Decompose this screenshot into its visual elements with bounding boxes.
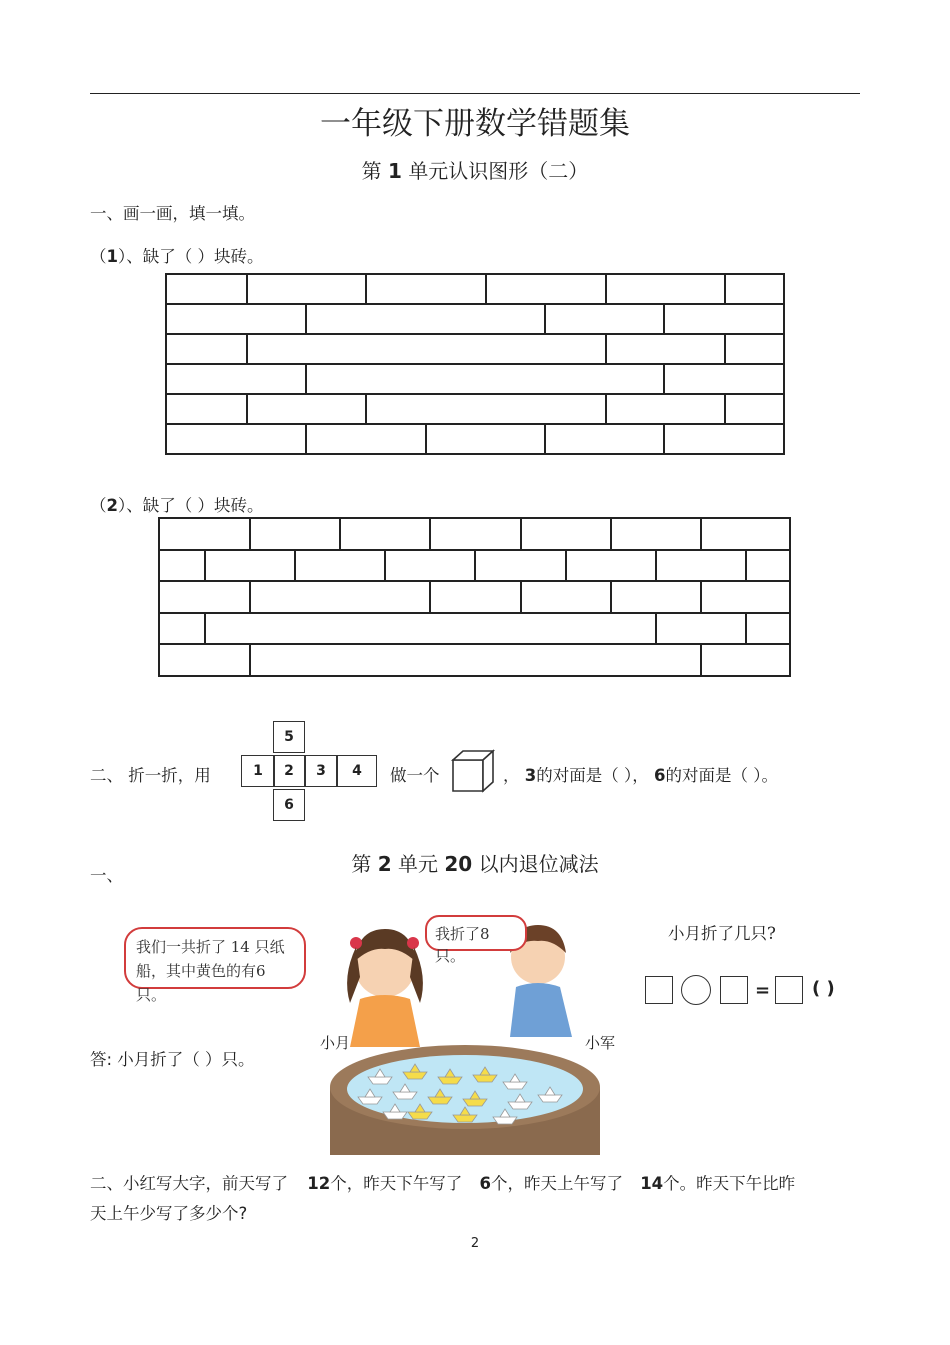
brick: [655, 549, 747, 583]
brick: [544, 303, 665, 335]
brick: [165, 423, 307, 455]
brick: [246, 333, 607, 365]
brick: [165, 393, 248, 425]
brick: [429, 517, 522, 551]
brick: [610, 517, 702, 551]
brick: [745, 549, 791, 583]
brick: [165, 273, 248, 305]
brick: [724, 273, 785, 305]
illustration: [120, 907, 625, 1155]
brick: [544, 423, 665, 455]
brick: [165, 303, 307, 335]
brick: [655, 612, 747, 646]
brick: [724, 393, 785, 425]
brick: [158, 643, 251, 677]
brick: [165, 363, 307, 395]
question1-label: （1）、缺了（ ）块砖。: [90, 247, 264, 266]
equals-sign: =: [755, 980, 771, 1001]
brick: [700, 580, 791, 614]
brick: [158, 549, 206, 583]
equation-box-2[interactable]: [720, 976, 748, 1004]
net-cell-2: 2: [273, 755, 305, 787]
brick: [520, 580, 612, 614]
brick: [474, 549, 567, 583]
brick: [158, 612, 206, 646]
net-cell-6: 6: [273, 789, 305, 821]
brick: [605, 333, 726, 365]
brick: [610, 580, 702, 614]
brick: [745, 612, 791, 646]
brick: [724, 333, 785, 365]
brick-wall-2: [158, 517, 791, 677]
word-problem-line1: 二、小红写大字，前天写了 12个，昨天下午写了 6个，昨天上午写了 14个。昨天下午比昨: [90, 1174, 796, 1193]
unit1-heading: 第 1 单元认识图形（二）: [361, 159, 589, 183]
brick: [294, 549, 386, 583]
brick: [663, 363, 785, 395]
unit2-section1-label: 一、: [90, 866, 123, 885]
brick: [305, 363, 665, 395]
brick: [425, 423, 546, 455]
word-problem-line2: 天上午少写了多少个?: [90, 1204, 248, 1223]
page-title: 一年级下册数学错题集: [320, 106, 630, 142]
brick: [365, 393, 607, 425]
speech-bubble-right: 我折了8只。: [425, 915, 527, 951]
brick: [246, 393, 367, 425]
brick: [700, 643, 791, 677]
unit2-heading: 第 2 单元 20 以内退位减法: [351, 852, 599, 876]
net-cell-3: 3: [305, 755, 337, 787]
section2-question: ， 3的对面是（ ）， 6的对面是（ ）。: [503, 766, 778, 785]
equation-box-result[interactable]: [775, 976, 803, 1004]
brick: [305, 303, 546, 335]
net-cell-1: 1: [241, 755, 275, 787]
brick: [365, 273, 487, 305]
brick: [485, 273, 607, 305]
brick: [429, 580, 522, 614]
brick: [339, 517, 431, 551]
section2-label: 二、 折一折，用: [90, 766, 211, 785]
cube-icon: [450, 748, 498, 794]
cube-net: [241, 721, 381, 821]
brick: [249, 580, 431, 614]
section1-label: 一、画一画，填一填。: [90, 204, 255, 223]
brick-wall-1: [165, 273, 785, 454]
speech-bubble-left: 我们一共折了 14 只纸船，其中黄色的有6只。: [124, 927, 306, 989]
brick: [305, 423, 427, 455]
brick: [249, 643, 702, 677]
equation-box-1[interactable]: [645, 976, 673, 1004]
brick: [663, 423, 785, 455]
net-cell-5: 5: [273, 721, 305, 753]
brick: [384, 549, 476, 583]
name-label-right: 小军: [585, 1034, 616, 1052]
net-cell-4: 4: [337, 755, 377, 787]
top-rule: [90, 93, 860, 94]
brick: [700, 517, 791, 551]
brick: [249, 517, 341, 551]
brick: [246, 273, 367, 305]
question2-label: （2）、缺了（ ）块砖。: [90, 496, 264, 515]
page-number: 2: [470, 1236, 480, 1251]
brick: [165, 333, 248, 365]
brick: [204, 549, 296, 583]
brick: [605, 273, 726, 305]
brick: [605, 393, 726, 425]
operator-circle[interactable]: [681, 975, 711, 1005]
brick: [158, 517, 251, 551]
answer-line: 答: 小月折了（ ）只。: [90, 1050, 255, 1069]
name-label-left: 小月: [320, 1034, 351, 1052]
question-text: 小月折了几只?: [668, 924, 776, 943]
brick: [565, 549, 657, 583]
unit-paren: ( ): [812, 978, 835, 999]
brick: [204, 612, 657, 646]
section2-mid-text: 做一个: [390, 766, 440, 785]
brick: [520, 517, 612, 551]
brick: [663, 303, 785, 335]
brick: [158, 580, 251, 614]
